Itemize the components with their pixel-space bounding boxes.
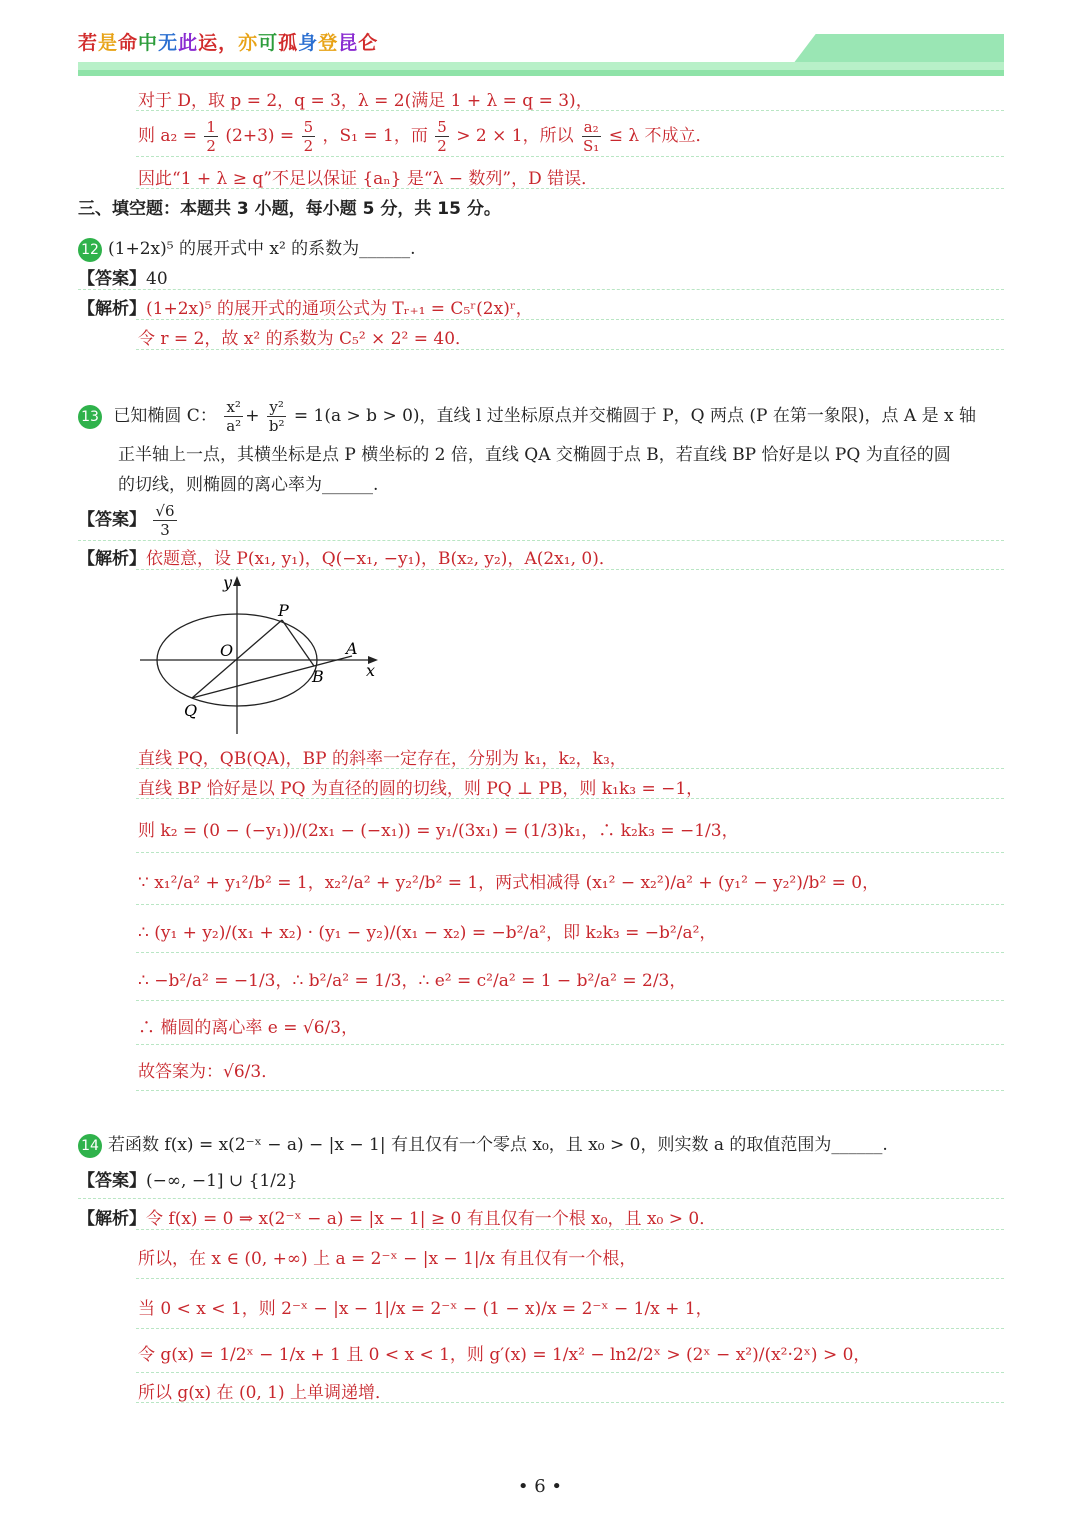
header-title	[78, 28, 378, 55]
question-number-badge: 13	[78, 405, 102, 429]
solution-line: 令 r = 2，故 x² 的系数为 C₅² × 2² = 40．	[138, 329, 473, 349]
label-B: B	[312, 667, 324, 686]
dashed-rule	[136, 1000, 1004, 1001]
header-title-char: 若	[78, 32, 99, 54]
dashed-rule	[136, 349, 1004, 350]
solution-line: 因此“1 + λ ≥ q”不足以保证 {aₙ} 是“λ − 数列”，D 错误．	[138, 169, 599, 189]
fraction: $\frac{\text{a₂}}{\text{S₁}}$	[582, 118, 600, 155]
answer-14: 【答案】(−∞, −1] ∪ {1/2}	[78, 1171, 298, 1191]
answer-13: 【答案】 $\frac{√6}{3}$	[78, 502, 175, 539]
dashed-rule	[136, 768, 1004, 769]
fraction: $\frac{5}{2}$	[303, 118, 314, 155]
dashed-rule	[136, 1229, 1004, 1230]
question-text: 的切线，则椭圆的离心率为______.	[118, 475, 379, 495]
dashed-rule	[136, 569, 1004, 570]
page-number: • 6 •	[517, 1476, 563, 1497]
dashed-rule	[136, 904, 1004, 905]
question-13: 13 已知椭圆 C： $\frac{\text{x²}}{\text{a²}}$ + $\frac{\text{y²}}{\text{b²}}$ = 1(a > b > 0)，直线 l 过坐标原点并交椭圆于 P，Q 两点 (P 在第一象限)，点 A 是 x 轴	[78, 398, 976, 435]
header-title-char: 运	[198, 32, 219, 54]
label-x: x	[366, 661, 376, 680]
label-y: y	[223, 573, 233, 592]
header-title-char: 孤	[278, 32, 299, 54]
fraction: $\frac{\text{x²}}{\text{a²}}$	[226, 398, 242, 435]
header-title-char: 此	[178, 32, 199, 54]
solution-line: 对于 D，取 p = 2，q = 3，λ = 2(满足 1 + λ = q = 3)，	[138, 91, 593, 111]
label-Q: Q	[184, 701, 198, 720]
header-title-char: ，	[218, 32, 239, 54]
fraction: $\frac{\text{y²}}{\text{b²}}$	[268, 398, 285, 435]
fraction: $\frac{1}{2}$	[206, 118, 216, 155]
solution-line: ∴ 椭圆的离心率 e = √6/3，	[138, 1018, 359, 1038]
dashed-rule	[136, 1372, 1004, 1373]
label-P: P	[278, 601, 289, 620]
y-axis-arrow	[233, 576, 241, 586]
dashed-rule	[136, 1402, 1004, 1403]
dashed-rule	[136, 319, 1004, 320]
solution-line: 直线 BP 恰好是以 PQ 为直径的圆的切线，则 PQ ⊥ PB，则 k₁k₃ = −1，	[138, 779, 704, 799]
header-title-char: 仑	[358, 32, 379, 54]
header-title-char: 亦	[238, 32, 259, 54]
question-number-badge: 14	[78, 1134, 102, 1158]
header-title-char: 可	[258, 32, 279, 54]
dashed-rule	[136, 1090, 1004, 1091]
solution-line: 故答案为：√6/3．	[138, 1062, 279, 1082]
dashed-rule	[136, 1278, 1004, 1279]
header-title-char: 是	[98, 32, 119, 54]
dashed-rule	[136, 798, 1004, 799]
dashed-rule	[136, 156, 1004, 157]
header-title-char: 中	[138, 32, 159, 54]
question-number-badge: 12	[78, 238, 102, 262]
dashed-rule	[136, 110, 1004, 111]
question-12: 12 (1+2x)⁵ 的展开式中 x² 的系数为______.	[78, 234, 416, 262]
solution-line: ∴ −b²/a² = −1/3，∴ b²/a² = 1/3，∴ e² = c²/a² = 1 − b²/a² = 2/3，	[138, 971, 687, 991]
dashed-rule	[78, 1198, 1004, 1199]
label-O: O	[220, 641, 234, 660]
header-title-char: 登	[318, 32, 339, 54]
solution-line: 所以，在 x ∈ (0, +∞) 上 a = 2⁻ˣ − |x − 1|/x 有且仅有一个根，	[138, 1249, 637, 1269]
question-text: 正半轴上一点，其横坐标是点 P 横坐标的 2 倍，直线 QA 交椭圆于点 B，若直线 BP 恰好是以 PQ 为直径的圆	[118, 445, 951, 465]
dashed-rule	[136, 852, 1004, 853]
analysis-13: 【解析】依题意，设 P(x₁, y₁)，Q(−x₁, −y₁)，B(x₂, y₂)，A(2x₁, 0)．	[78, 549, 616, 569]
answer-12: 【答案】40	[78, 269, 168, 289]
fraction: $\frac{√6}{3}$	[155, 502, 175, 539]
solution-line: 则 k₂ = (0 − (−y₁))/(2x₁ − (−x₁)) = y₁/(3x₁) = (1/3)k₁，∴ k₂k₃ = −1/3，	[138, 821, 739, 841]
ellipse-figure	[130, 572, 390, 738]
label-A: A	[346, 639, 358, 658]
solution-line: ∴ (y₁ + y₂)/(x₁ + x₂) · (y₁ − y₂)/(x₁ − x₂) = −b²/a²，即 k₂k₃ = −b²/a²，	[138, 923, 717, 943]
analysis-12: 【解析】(1+2x)⁵ 的展开式的通项公式为 Tᵣ₊₁ = C₅ʳ(2x)ʳ，	[78, 299, 533, 319]
solution-line: 令 g(x) = 1/2ˣ − 1/x + 1 且 0 < x < 1，则 g′(x) = 1/x² − ln2/2ˣ > (2ˣ − x²)/(x²·2ˣ) > 0，	[138, 1345, 871, 1365]
dashed-rule	[136, 1328, 1004, 1329]
solution-line: 所以 g(x) 在 (0, 1) 上单调递增．	[138, 1383, 393, 1403]
dashed-rule	[136, 1044, 1004, 1045]
analysis-14: 【解析】令 f(x) = 0 ⇒ x(2⁻ˣ − a) = |x − 1| ≥ 0 有且仅有一个根 x₀，且 x₀ > 0．	[78, 1209, 717, 1229]
header-title-char: 身	[298, 32, 319, 54]
solution-line: 则 a₂ = $\frac{1}{2}$ (2+3) = $\frac{5}{2}$ ，S₁ = 1，而 $\frac{5}{2}$ > 2 × 1，所以 $\frac{\text{a₂}}{\text{S₁}}$ ≤ λ 不成立．	[138, 118, 713, 155]
header-title-char: 无	[158, 32, 179, 54]
dashed-rule	[136, 952, 1004, 953]
header-title-char: 昆	[338, 32, 359, 54]
solution-line: 当 0 < x < 1，则 2⁻ˣ − |x − 1|/x = 2⁻ˣ − (1 − x)/x = 2⁻ˣ − 1/x + 1，	[138, 1299, 713, 1319]
header-title-char: 命	[118, 32, 139, 54]
fraction: $\frac{5}{2}$	[437, 118, 447, 155]
solution-line: ∵ x₁²/a² + y₁²/b² = 1，x₂²/a² + y₂²/b² = 1，两式相减得 (x₁² − x₂²)/a² + (y₁² − y₂²)/b² = 0，	[138, 873, 880, 893]
solution-line: 直线 PQ，QB(QA)，BP 的斜率一定存在，分别为 k₁，k₂，k₃，	[138, 749, 627, 769]
question-14: 14 若函数 f(x) = x(2⁻ˣ − a) − |x − 1| 有且仅有一个零点 x₀，且 x₀ > 0，则实数 a 的取值范围为______.	[78, 1130, 888, 1158]
header-bar-dark	[78, 70, 1004, 76]
dashed-rule	[78, 289, 1004, 290]
section-heading: 三、填空题：本题共 3 小题，每小题 5 分，共 15 分。	[78, 199, 501, 219]
dashed-rule	[78, 540, 1004, 541]
segment-PB	[282, 620, 314, 666]
dashed-rule	[136, 188, 1004, 189]
